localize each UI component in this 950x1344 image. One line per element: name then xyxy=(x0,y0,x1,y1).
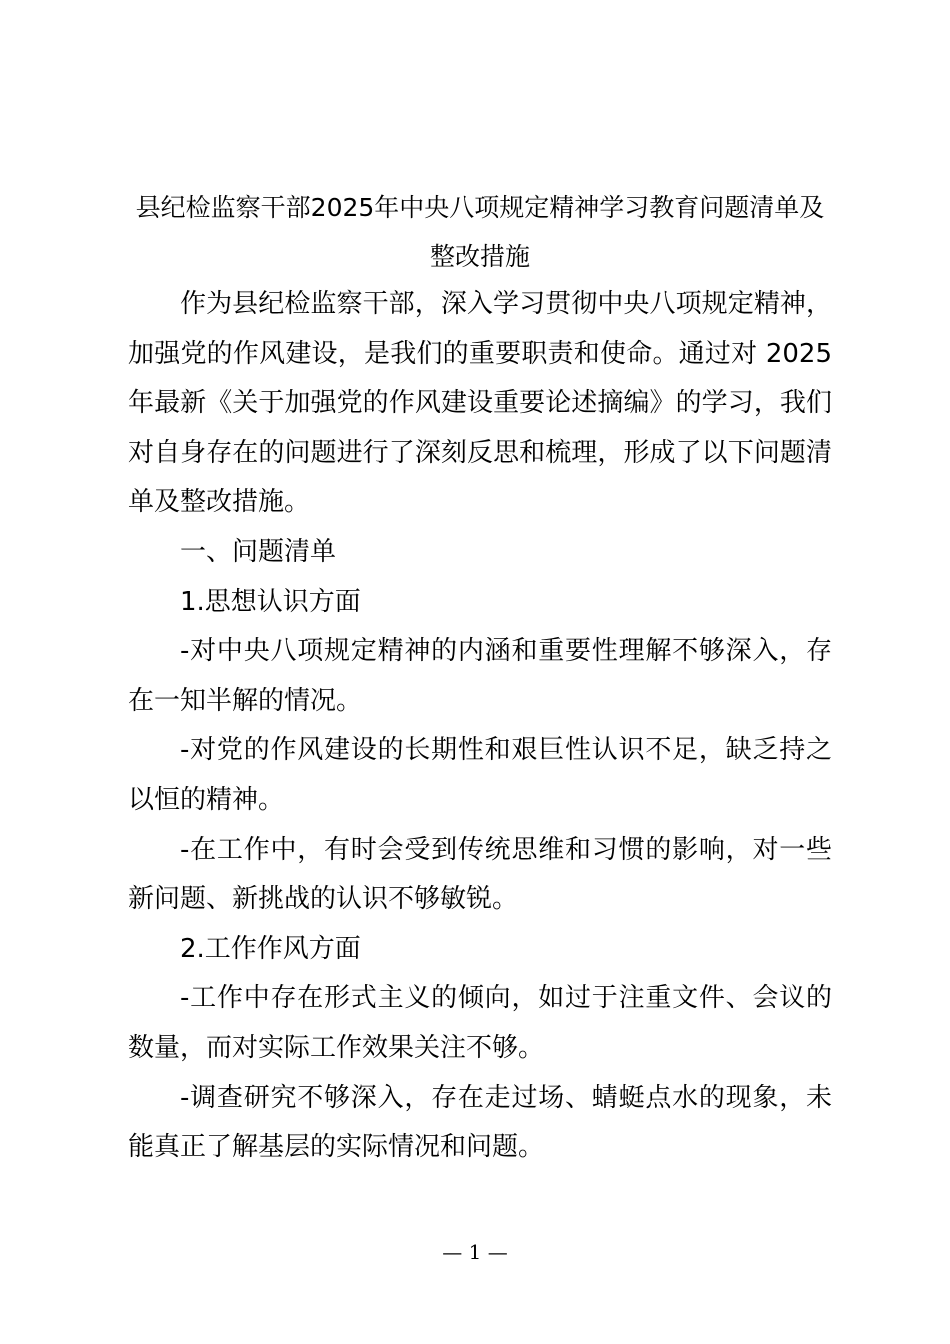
subsection-heading-ideological: 1.思想认识方面 xyxy=(180,586,361,617)
page-number: — 1 — xyxy=(442,1240,508,1264)
list-item: -工作中存在形式主义的倾向，如过于注重文件、会议的数量，而对实际工作效果关注不够。 xyxy=(128,983,832,1063)
list-item: -在工作中，有时会受到传统思维和习惯的影响，对一些新问题、新挑战的认识不够敏锐。 xyxy=(128,834,832,915)
subsection-heading-work-style: 2.工作作风方面 xyxy=(180,933,361,964)
list-item: -调查研究不够深入，存在走过场、蜻蜓点水的现象，未能真正了解基层的实际情况和问题。 xyxy=(128,1082,832,1163)
list-item: -对中央八项规定精神的内涵和重要性理解不够深入，存在一知半解的情况。 xyxy=(128,636,832,716)
intro-paragraph: 作为县纪检监察干部，深入学习贯彻中央八项规定精神，加强党的作风建设，是我们的重要职责和使命。通过对 2025 年最新《关于加强党的作风建设重要论述摘编》的学习，我们对自身存在的问题进行了深刻反思和梳理，形成了以下问题清单及整改措施。 xyxy=(128,289,832,518)
section-heading-problem-list: 一、问题清单 xyxy=(180,536,337,567)
document-title: 县纪检监察干部2025年中央八项规定精神学习教育问题清单及整改措施 xyxy=(135,193,825,271)
document-body xyxy=(128,280,832,1173)
list-item: -对党的作风建设的长期性和艰巨性认识不足，缺乏持之以恒的精神。 xyxy=(128,735,832,815)
